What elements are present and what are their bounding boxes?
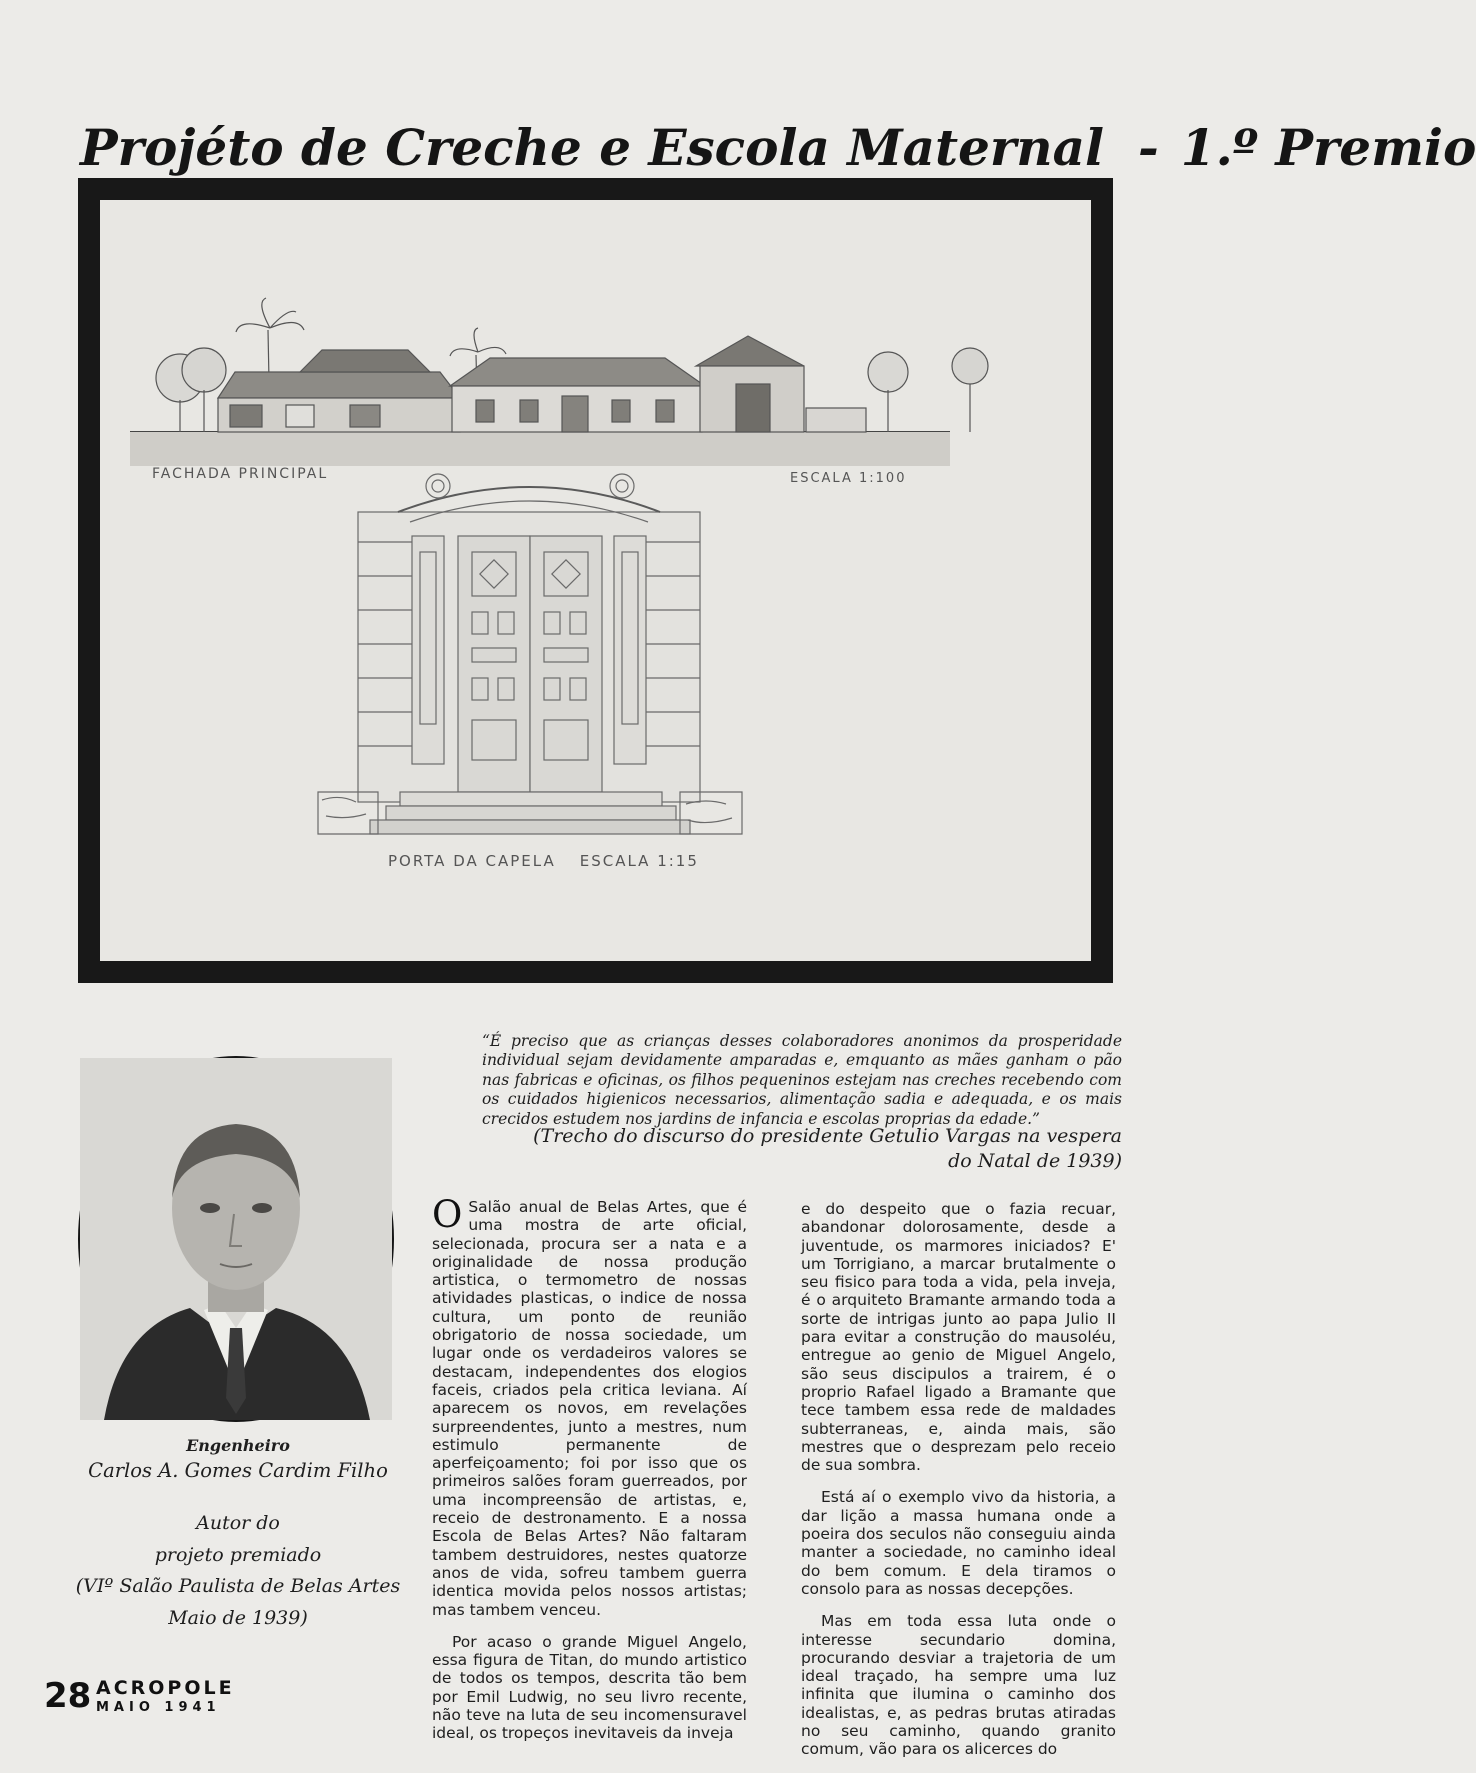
facade-label: FACHADA PRINCIPAL [152,466,329,482]
portrait-photo [78,1056,394,1422]
caption-role: Engenheiro [186,1436,290,1455]
caption-line4: Maio de 1939) [168,1606,308,1629]
title-text: Projéto de Creche e Escola Maternal [80,117,1104,177]
quote-source [482,1124,1122,1174]
article-column-2 [801,1200,1116,1773]
paragraph-1-text: Salão anual de Belas Artes, que é uma mostra de arte oficial, selecionada, procura ser a nata e a originalidade de nossa produção artistica, o termometro de nossas atividades plasticas, o indice de nossa cultura, um ponto de reunião obrigatorio de nossa sociedade, um lugar onde os verdadeiros valores se destacam, independentes dos elogios faceis, criados pela critica leviana. Aí aparecem os novos, em revelações surpreendentes, junto a mestres, num estimulo permanente de aperfeiçoamento; foi por isso que os primeiros salões foram guerreados, por uma incompreensão de artistas, e, receio de destronamento. E a nossa Escola de Belas Artes? Não faltaram tambem destruidores, nestes quatorze anos de vida, sofreu tambem guerra identica movida pelos nossos artistas; mas tambem venceu. [432,1198,747,1619]
caption-line2: projeto premiado [154,1543,322,1566]
issue-date: MAIO 1941 [96,1700,221,1715]
caption-description [68,1508,408,1634]
architectural-drawing [78,178,1113,983]
article-paragraph: Por acaso o grande Miguel Angelo, essa figura de Titan, do mundo artistico de todos os tempos, descrita tão bem por Emil Ludwig, no seu livro recente, não teve na luta de seu incomensuravel ideal, os tropeços inevitaveis da inveja [432,1632,747,1743]
title-dash: - [1138,117,1159,177]
page-title [80,116,1476,180]
facade-elevation [130,298,988,466]
article-column-1 [432,1193,747,1757]
award-label: 1.º Premio [1180,117,1476,177]
article-paragraph: Está aí o exemplo vivo da historia, a dar lição a massa humana onde a poeira dos seculos não conseguiu ainda manter a sociedade, no caminho ideal do bem comum. E dela tiramos o consolo para as nossas decepções. [801,1488,1116,1598]
caption-line3: (VIº Salão Paulista de Belas Artes [75,1575,401,1597]
caption-line1: Autor do [196,1512,280,1534]
article-paragraph: e do despeito que o fazia recuar, abandonar dolorosamente, desde a juventude, os marmores iniciados? E' um Torrigiano, a marcar brutalmente o seu fisico para toda a vida, pela inveja, é o arquiteto Bramante armando toda a sorte de intrigas junto ao papa Julio II para evitar a construção do mausoléu, entregue ao genio de Miguel Angelo, são seus discipulos a trairem, é o proprio Rafael ligado a Bramante que tece tambem essa rede de maldades subterraneas, e, ainda mais, são mestres que o desprezam pelo receio de sua sombra. [801,1200,1116,1475]
quote-source-line2: do Natal de 1939) [948,1150,1122,1172]
caption-name: Carlos A. Gomes Cardim Filho [88,1459,388,1482]
door-label: PORTA DA CAPELA ESCALA 1:15 [388,852,699,870]
magazine-name: ACROPOLE [96,1677,235,1699]
facade-scale-label: ESCALA 1:100 [790,471,907,486]
page-number: 28 [44,1676,92,1716]
article-paragraph [432,1193,747,1619]
article-paragraph: Mas em toda essa luta onde o interesse secundario domina, procurando desviar a trajetoria de um ideal traçado, ha sempre uma luz infinita que ilumina o caminho dos idealistas, e, as pedras brutas atiradas no seu caminho, quando granito comum, vão para os alicerces do [801,1612,1116,1759]
quote-source-line1: (Trecho do discurso do presidente Getulio Vargas na vespera [533,1125,1122,1147]
chapel-door-elevation [318,474,742,834]
drop-cap: O [432,1193,463,1236]
quote-text: “É preciso que as crianças desses colaboradores anonimos da prosperidade individual sejam devidamente amparadas e, emquanto as mães ganham o pão nas fabricas e oficinas, os filhos pequeninos estejam nas creches recebendo com os cuidados higienicos necessarios, alimentação sadia e adequada, e os mais crecidos estudem nos jardins de infancia e escolas proprias da edade.” [482,1031,1122,1128]
